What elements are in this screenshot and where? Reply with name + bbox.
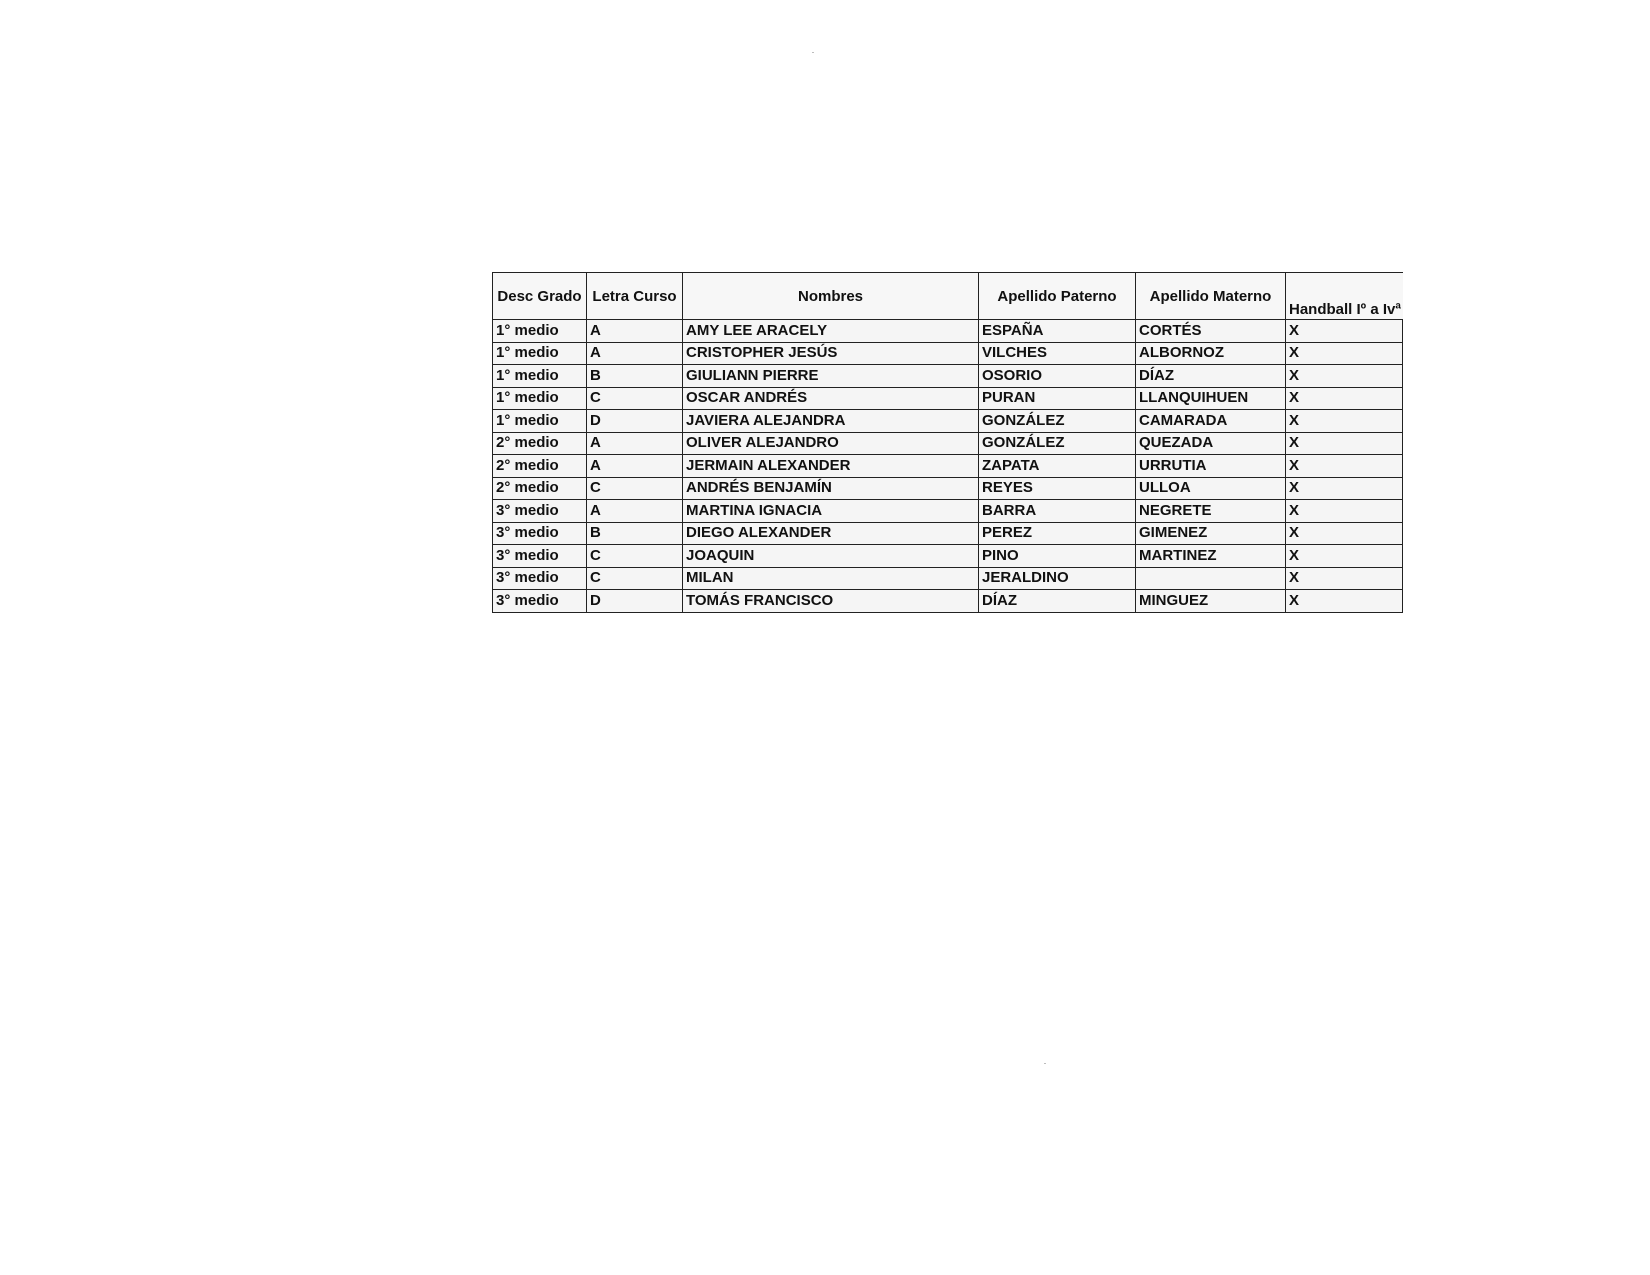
cell-paterno: ESPAÑA xyxy=(979,320,1136,343)
cell-nombres: TOMÁS FRANCISCO xyxy=(683,590,979,613)
cell-letra: B xyxy=(587,365,683,388)
table-row xyxy=(493,387,1403,410)
cell-grado: 3° medio xyxy=(493,522,587,545)
header-apellido-materno: Apellido Materno xyxy=(1136,273,1286,320)
cell-paterno: PEREZ xyxy=(979,522,1136,545)
cell-grado: 3° medio xyxy=(493,567,587,590)
header-handball: Handball Iº a Ivª xyxy=(1286,273,1403,320)
cell-materno: QUEZADA xyxy=(1136,432,1286,455)
cell-nombres: OLIVER ALEJANDRO xyxy=(683,432,979,455)
table-row xyxy=(493,455,1403,478)
cell-grado: 3° medio xyxy=(493,500,587,523)
table-row xyxy=(493,567,1403,590)
table-row xyxy=(493,320,1403,343)
cell-materno: NEGRETE xyxy=(1136,500,1286,523)
header-desc-grado: Desc Grado xyxy=(493,273,587,320)
cell-letra: A xyxy=(587,500,683,523)
cell-paterno: VILCHES xyxy=(979,342,1136,365)
cell-paterno: OSORIO xyxy=(979,365,1136,388)
cell-letra: C xyxy=(587,477,683,500)
cell-materno: CORTÉS xyxy=(1136,320,1286,343)
cell-grado: 2° medio xyxy=(493,477,587,500)
cell-letra: A xyxy=(587,342,683,365)
cell-paterno: DÍAZ xyxy=(979,590,1136,613)
cell-grado: 1° medio xyxy=(493,320,587,343)
header-nombres: Nombres xyxy=(683,273,979,320)
cell-grado: 1° medio xyxy=(493,342,587,365)
table-row xyxy=(493,365,1403,388)
table-row xyxy=(493,545,1403,568)
cell-nombres: DIEGO ALEXANDER xyxy=(683,522,979,545)
table-row xyxy=(493,410,1403,433)
roster-table-container xyxy=(492,272,1403,613)
cell-grado: 3° medio xyxy=(493,590,587,613)
cell-handball-mark: X xyxy=(1286,522,1403,545)
cell-paterno: BARRA xyxy=(979,500,1136,523)
cell-handball-mark: X xyxy=(1286,365,1403,388)
cell-materno: ALBORNOZ xyxy=(1136,342,1286,365)
cell-nombres: MARTINA IGNACIA xyxy=(683,500,979,523)
cell-paterno: ZAPATA xyxy=(979,455,1136,478)
student-roster-table xyxy=(492,272,1403,613)
cell-materno xyxy=(1136,567,1286,590)
cell-nombres: GIULIANN PIERRE xyxy=(683,365,979,388)
cell-letra: B xyxy=(587,522,683,545)
cell-paterno: REYES xyxy=(979,477,1136,500)
cell-handball-mark: X xyxy=(1286,567,1403,590)
cell-letra: D xyxy=(587,410,683,433)
cell-materno: ULLOA xyxy=(1136,477,1286,500)
cell-handball-mark: X xyxy=(1286,500,1403,523)
cell-letra: A xyxy=(587,432,683,455)
cell-paterno: PURAN xyxy=(979,387,1136,410)
cell-nombres: MILAN xyxy=(683,567,979,590)
table-header xyxy=(493,273,1403,320)
table-body xyxy=(493,320,1403,613)
cell-nombres: JERMAIN ALEXANDER xyxy=(683,455,979,478)
table-row xyxy=(493,590,1403,613)
cell-paterno: GONZÁLEZ xyxy=(979,410,1136,433)
table-row xyxy=(493,522,1403,545)
table-row xyxy=(493,342,1403,365)
table-row xyxy=(493,477,1403,500)
cell-nombres: AMY LEE ARACELY xyxy=(683,320,979,343)
cell-grado: 1° medio xyxy=(493,365,587,388)
cell-handball-mark: X xyxy=(1286,590,1403,613)
header-letra-curso: Letra Curso xyxy=(587,273,683,320)
cell-nombres: JAVIERA ALEJANDRA xyxy=(683,410,979,433)
cell-handball-mark: X xyxy=(1286,320,1403,343)
cell-materno: MINGUEZ xyxy=(1136,590,1286,613)
cell-handball-mark: X xyxy=(1286,477,1403,500)
cell-materno: URRUTIA xyxy=(1136,455,1286,478)
cell-materno: CAMARADA xyxy=(1136,410,1286,433)
cell-letra: C xyxy=(587,387,683,410)
cell-grado: 1° medio xyxy=(493,387,587,410)
cell-handball-mark: X xyxy=(1286,455,1403,478)
cell-nombres: OSCAR ANDRÉS xyxy=(683,387,979,410)
cell-nombres: CRISTOPHER JESÚS xyxy=(683,342,979,365)
cell-grado: 3° medio xyxy=(493,545,587,568)
scan-speck xyxy=(812,52,814,53)
cell-handball-mark: X xyxy=(1286,342,1403,365)
cell-nombres: JOAQUIN xyxy=(683,545,979,568)
header-apellido-paterno: Apellido Paterno xyxy=(979,273,1136,320)
cell-paterno: GONZÁLEZ xyxy=(979,432,1136,455)
cell-letra: C xyxy=(587,545,683,568)
cell-nombres: ANDRÉS BENJAMÍN xyxy=(683,477,979,500)
cell-materno: LLANQUIHUEN xyxy=(1136,387,1286,410)
scan-speck xyxy=(1044,1063,1046,1064)
cell-grado: 2° medio xyxy=(493,455,587,478)
cell-materno: DÍAZ xyxy=(1136,365,1286,388)
cell-materno: GIMENEZ xyxy=(1136,522,1286,545)
cell-letra: A xyxy=(587,320,683,343)
cell-grado: 1° medio xyxy=(493,410,587,433)
cell-handball-mark: X xyxy=(1286,545,1403,568)
cell-letra: C xyxy=(587,567,683,590)
header-row xyxy=(493,273,1403,320)
cell-letra: A xyxy=(587,455,683,478)
cell-handball-mark: X xyxy=(1286,387,1403,410)
cell-handball-mark: X xyxy=(1286,410,1403,433)
cell-letra: D xyxy=(587,590,683,613)
table-row xyxy=(493,500,1403,523)
cell-materno: MARTINEZ xyxy=(1136,545,1286,568)
table-row xyxy=(493,432,1403,455)
cell-paterno: JERALDINO xyxy=(979,567,1136,590)
cell-grado: 2° medio xyxy=(493,432,587,455)
cell-handball-mark: X xyxy=(1286,432,1403,455)
cell-paterno: PINO xyxy=(979,545,1136,568)
